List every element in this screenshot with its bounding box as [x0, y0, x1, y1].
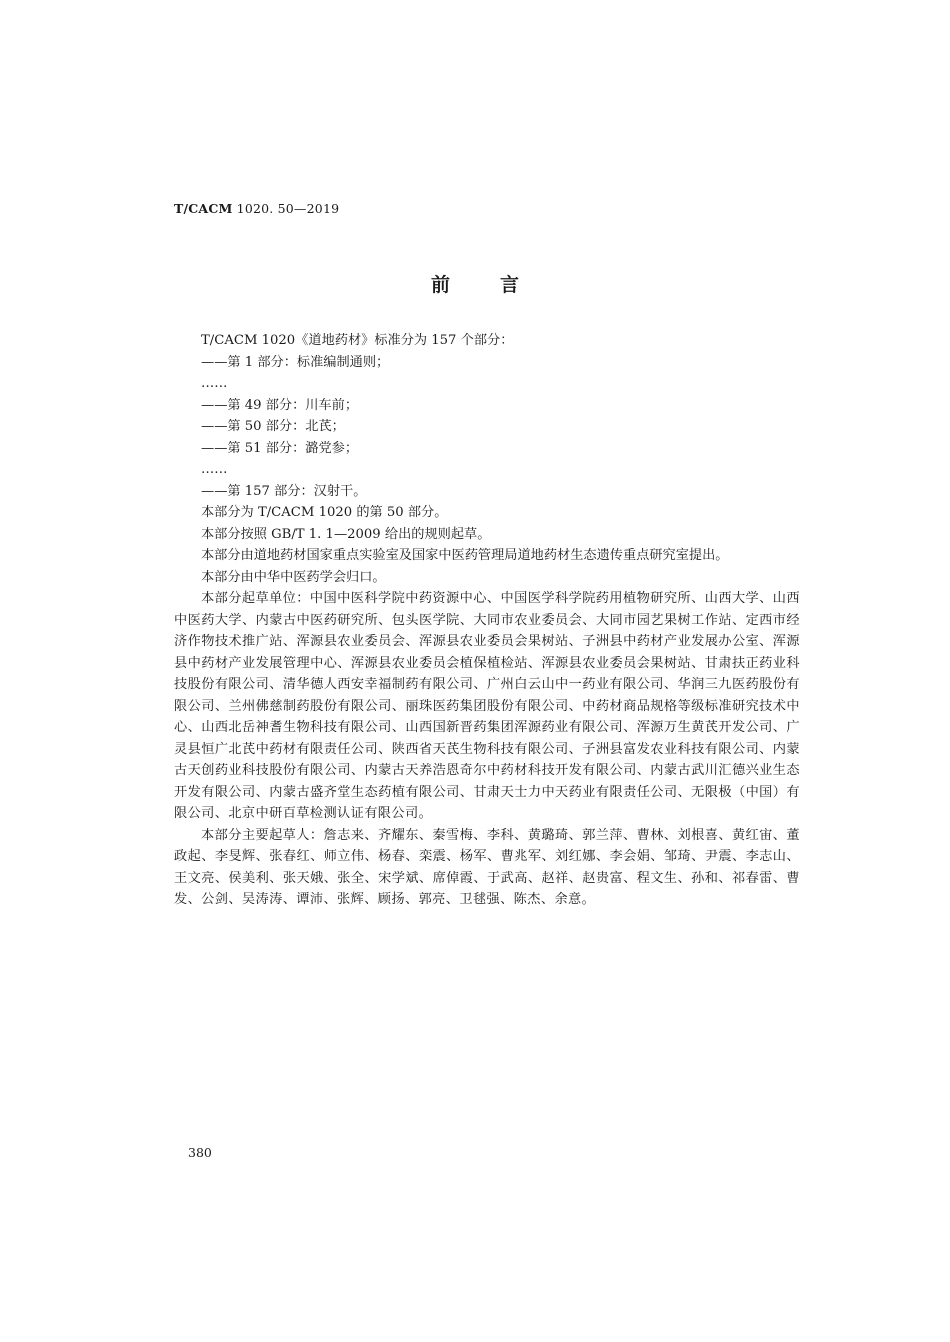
list-item: ——第 50 部分：北芪；: [201, 419, 345, 434]
standard-code: [174, 201, 339, 216]
list-item: ——第 157 部分：汉射干。: [201, 483, 367, 499]
list-item: ——第 51 部分：潞党参；: [201, 440, 359, 456]
page-number: 380: [188, 1145, 212, 1160]
list-item: ——第 49 部分：川车前；: [201, 397, 359, 413]
proposed-paragraph: 本部分由道地药材国家重点实验室及国家中医药管理局道地药材生态遗传重点研究室提出。: [201, 548, 729, 563]
drafters-paragraph: 本部分主要起草人：詹志来、齐耀东、秦雪梅、李科、黄璐琦、郭兰萍、曹林、刘根喜、黄红宙、董政起、李旻辉、张春红、师立伟、杨春、栾震、杨军、曹兆军、刘红娜、李会娟、邹琦、尹震、李志山、王文亮、侯美利、张天娥、张全、宋学斌、席倬霞、于武高、赵祥、赵贵富、程文生、孙和、祁春雷、曹发、公剑、吴涛涛、谭沛、张辉、顾扬、郭亮、卫毬强、陈杰、余意。: [174, 827, 800, 907]
managed-paragraph: 本部分由中华中医药学会归口。: [201, 569, 386, 585]
rules-paragraph: 本部分按照 GB/T 1. 1—2009 给出的规则起草。: [201, 526, 491, 542]
page-title: 前言: [430, 274, 569, 296]
drafting-units-paragraph: 本部分起草单位：中国中医科学院中药资源中心、中国医学科学院药用植物研究所、山西大学、山西中医药大学、内蒙古中医药研究所、包头医学院、大同市农业委员会、大同市园艺果树工作站、定西市经济作物技术推广站、浑源县农业委员会、浑源县农业委员会果树站、子洲县中药材产业发展办公室、浑源县中药材产业发展管理中心、浑源县农业委员会植保植检站、浑源县农业委员会果树站、甘肃扶正药业科技股份有限公司、清华德人西安幸福制药有限公司、广州白云山中一药业有限公司、华润三九医药股份有限公司、兰州佛慈制药股份有限公司、丽珠医药集团股份有限公司、中药材商品规格等级标准研究技术中心、山西北岳神耆生物科技有限公司、山西国新晋药集团浑源药业有限公司、浑源万生黄芪开发公司、广灵县恒广北芪中药材有限责任公司、陕西省天芪生物科技有限公司、子洲县富发农业科技有限公司、内蒙古天创药业科技股份有限公司、内蒙古天养浩恩奇尔中药材科技开发有限公司、内蒙古武川汇德兴业生态开发有限公司、内蒙古盛齐堂生态药植有限公司、甘肃天士力中天药业有限责任公司、无限极（中国）有限公司、北京中研百草检测认证有限公司。: [174, 591, 800, 821]
list-item: ——第 1 部分：标准编制通则；: [201, 354, 390, 370]
ellipsis: ……: [201, 462, 228, 477]
standard-code-number: 1020. 50—2019: [232, 201, 340, 216]
ellipsis: ……: [201, 376, 228, 391]
this-part-paragraph: 本部分为 T/CACM 1020 的第 50 部分。: [201, 505, 448, 520]
intro-paragraph: T/CACM 1020《道地药材》标准分为 157 个部分：: [201, 333, 514, 348]
foreword-body: [174, 330, 800, 911]
standard-code-prefix: T/CACM: [174, 201, 233, 216]
